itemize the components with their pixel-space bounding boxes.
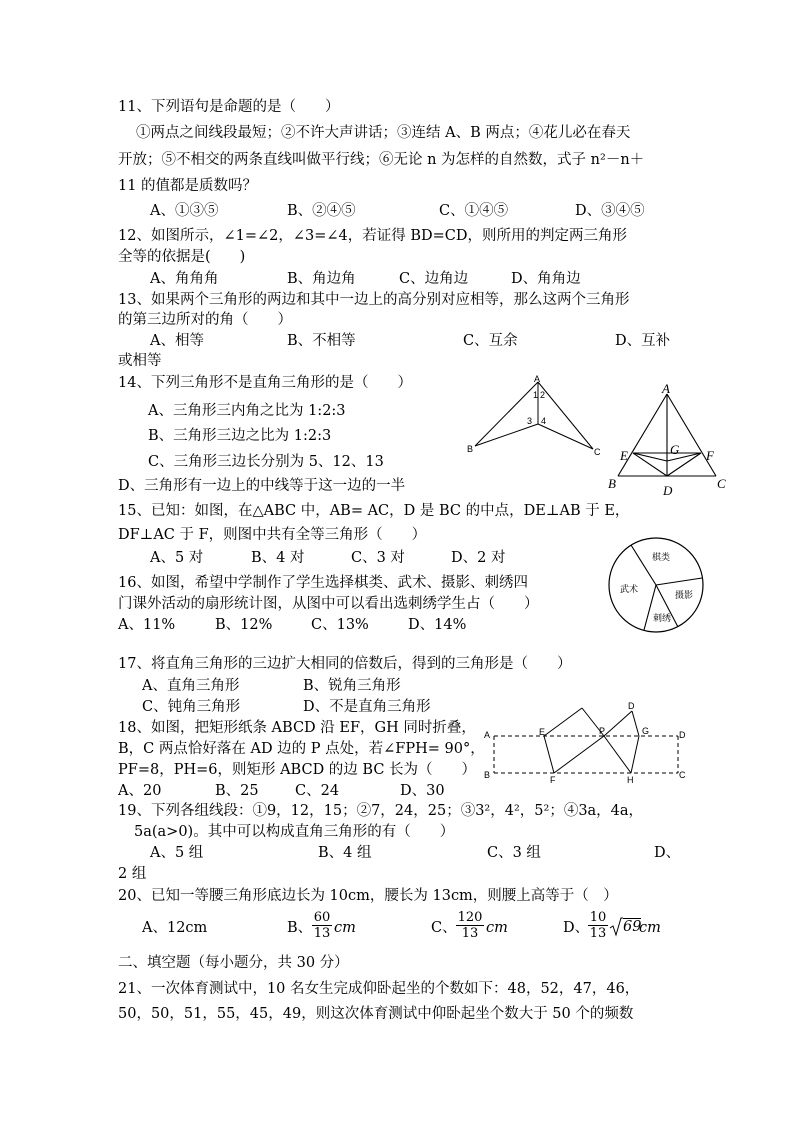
q20-option-b-denominator: 13: [313, 926, 331, 941]
q19-line2: 5a(a>0)。其中可以构成直角三角形的有（ ）: [134, 824, 455, 840]
q20-option-b-prefix: B、: [287, 920, 313, 936]
q12-option-a: A、角角角: [150, 271, 219, 287]
fig12-label-c: C: [594, 447, 601, 457]
q13-option-a: A、相等: [150, 333, 204, 349]
q16-option-d: D、14%: [408, 617, 467, 633]
q17-option-d: D、不是直角三角形: [303, 699, 431, 715]
fig16-label-wushu: 武术: [620, 584, 639, 594]
q11-option-a: A、①③⑤: [150, 203, 219, 219]
q19-option-c: C、3 组: [487, 845, 541, 861]
q20-option-d-denominator: 13: [589, 926, 607, 941]
q16-option-a: A、11%: [118, 617, 176, 633]
q13-option-c: C、互余: [463, 333, 518, 349]
q13-option-d: D、互补: [615, 333, 671, 349]
q18-option-b: B、25: [215, 783, 259, 799]
q20-option-b-unit: cm: [334, 920, 356, 936]
fig12-label-3: 3: [527, 416, 533, 426]
q12-option-d: D、角角边: [511, 271, 581, 287]
q18-option-d: D、30: [400, 783, 445, 799]
q20-option-c-unit: cm: [486, 920, 508, 936]
q11-option-c: C、①④⑤: [439, 203, 509, 219]
section-heading-fill-in: 二、填空题（每小题分，共 30 分）: [118, 955, 349, 971]
q20-option-d-radicand: 69: [623, 919, 642, 935]
fig15-label-f: F: [706, 448, 714, 463]
fig15-label-d: D: [663, 483, 673, 498]
q14-stem: 14、下列三角形不是直角三角形的是（ ）: [118, 375, 412, 391]
q20-option-d-numerator: 10: [589, 910, 607, 925]
fig12-label-2: 2: [540, 390, 546, 400]
fig15-label-c: C: [717, 476, 726, 491]
q12-figure: [463, 375, 603, 465]
q12-line1: 12、如图所示，∠1=∠2，∠3=∠4，若证得 BD=CD，则所用的判定两三角形: [118, 228, 628, 244]
q20-option-c-prefix: C、: [431, 920, 457, 936]
q13-line2: 的第三边所对的角（ ）: [118, 312, 292, 328]
q18-line1: 18、如图，把矩形纸条 ABCD 沿 EF，GH 同时折叠，: [118, 720, 476, 736]
q15-option-c: C、3 对: [351, 550, 405, 566]
fig18-label-b: B: [484, 770, 491, 780]
q20-option-d-prefix: D、: [563, 920, 590, 936]
fig15-label-e: E: [620, 448, 628, 463]
q19-tail: 2 组: [118, 866, 147, 882]
fig16-label-photo: 摄影: [675, 590, 694, 600]
fig12-label-b: B: [467, 444, 474, 454]
q15-line2: DF⊥AC 于 F，则图中共有全等三角形（ ）: [118, 527, 427, 543]
fig18-label-a: A: [484, 730, 491, 740]
q21-line2: 50，50，51，55，45，49，则这次体育测试中仰卧起坐个数大于 50 个的频数: [118, 1006, 634, 1022]
q15-figure: [608, 382, 733, 497]
q20-option-a: A、12cm: [142, 920, 208, 936]
q16-option-c: C、13%: [311, 617, 369, 633]
q17-option-b: B、锐角三角形: [303, 678, 401, 694]
q17-stem: 17、将直角三角形的三边扩大相同的倍数后，得到的三角形是（ ）: [118, 656, 572, 672]
q15-line1: 15、已知：如图，在△ABC 中，AB= AC，D 是 BC 的中点，DE⊥AB 于 E，: [118, 503, 630, 519]
q17-option-a: A、直角三角形: [142, 678, 240, 694]
q11-stem: 11、下列语句是命题的是（ ）: [118, 99, 340, 115]
q19-line1: 19、下列各组线段：①9，12，15；②7，24，25；③3²，4²，5²；④3a，4a，: [118, 803, 644, 819]
q18-figure: [484, 698, 689, 783]
fig15-label-a: A: [662, 381, 670, 396]
q16-line2: 门课外活动的扇形统计图，从图中可以看出选刺绣学生占（ ）: [118, 596, 539, 612]
q14-option-a: A、三角形三内角之比为 1:2:3: [148, 403, 346, 419]
q12-line2: 全等的依据是( ): [118, 249, 246, 265]
q20-option-c-denominator: 13: [461, 926, 479, 941]
q14-option-d: D、三角形有一边上的中线等于这一边的一半: [118, 478, 406, 494]
fig16-label-chess: 棋类: [652, 552, 671, 562]
q19-option-a: A、5 组: [150, 845, 204, 861]
fig16-label-embroidery: 刺绣: [653, 613, 672, 623]
fig12-label-a: A: [534, 374, 541, 384]
q19-option-d: D、: [654, 845, 681, 861]
fig12-label-4: 4: [541, 416, 547, 426]
q14-option-b: B、三角形三边之比为 1:2:3: [148, 428, 332, 444]
q12-option-b: B、角边角: [287, 271, 356, 287]
q20-stem: 20、已知一等腰三角形底边长为 10cm，腰长为 13cm，则腰上高等于（ ）: [118, 888, 618, 904]
q11-line2: 开放；⑤不相交的两条直线叫做平行线；⑥无论 n 为怎样的自然数，式子 n²－n＋: [118, 152, 645, 168]
q16-line1: 16、如图，希望中学制作了学生选择棋类、武术、摄影、刺绣四: [118, 575, 528, 591]
q17-option-c: C、钝角三角形: [142, 699, 241, 715]
fig18-label-d: D: [679, 730, 686, 740]
q16-option-b: B、12%: [215, 617, 273, 633]
q18-option-a: A、20: [118, 783, 162, 799]
q20-option-c-numerator: 120: [457, 910, 483, 925]
q15-option-d: D、2 对: [451, 550, 506, 566]
fig18-label-d-folded: D: [628, 701, 635, 711]
q13-option-b: B、不相等: [287, 333, 356, 349]
fig18-label-h: H: [627, 775, 634, 785]
fig12-label-1: 1: [533, 390, 539, 400]
fig15-label-b: B: [608, 476, 616, 491]
q20-option-d-fraction: [588, 910, 608, 941]
q18-line3: PF=8，PH=6，则矩形 ABCD 的边 BC 长为（ ）: [118, 762, 477, 778]
q11-option-b: B、②④⑤: [287, 203, 356, 219]
fig15-label-g: G: [670, 442, 680, 457]
q12-option-c: C、边角边: [399, 271, 469, 287]
q15-option-a: A、5 对: [150, 550, 204, 566]
q13-tail: 或相等: [118, 353, 162, 369]
q20-option-b-numerator: 60: [313, 910, 331, 925]
q11-line1: ①两点之间线段最短；②不许大声讲话；③连结 A、B 两点；④花儿必在春天: [136, 125, 631, 141]
fig18-label-p: P: [599, 726, 606, 736]
fig18-label-g: G: [642, 726, 650, 736]
q21-line1: 21、一次体育测试中，10 名女生完成仰卧起坐的个数如下：48，52，47，46，: [118, 981, 640, 997]
q19-option-b: B、4 组: [318, 845, 372, 861]
q14-option-c: C、三角形三边长分别为 5、12、13: [148, 454, 384, 470]
radical-sign-icon: [609, 917, 623, 937]
fig18-label-c: C: [679, 770, 686, 780]
q11-line3: 11 的值都是质数吗？: [118, 178, 258, 194]
q18-option-c: C、24: [295, 783, 340, 799]
q20-option-d-unit: cm: [639, 920, 661, 936]
q11-option-d: D、③④⑤: [575, 203, 645, 219]
q20-option-c-fraction: [456, 910, 484, 941]
q16-pie-figure: [606, 535, 706, 635]
q20-option-b-fraction: [312, 910, 332, 941]
fig18-label-e: E: [539, 727, 546, 737]
q13-line1: 13、如果两个三角形的两边和其中一边上的高分别对应相等，那么这两个三角形: [118, 292, 630, 308]
fig18-label-f: F: [550, 775, 556, 785]
q15-option-b: B、4 对: [251, 550, 305, 566]
q18-line2: B，C 两点恰好落在 AD 边的 P 点处，若∠FPH= 90°，: [118, 741, 485, 757]
